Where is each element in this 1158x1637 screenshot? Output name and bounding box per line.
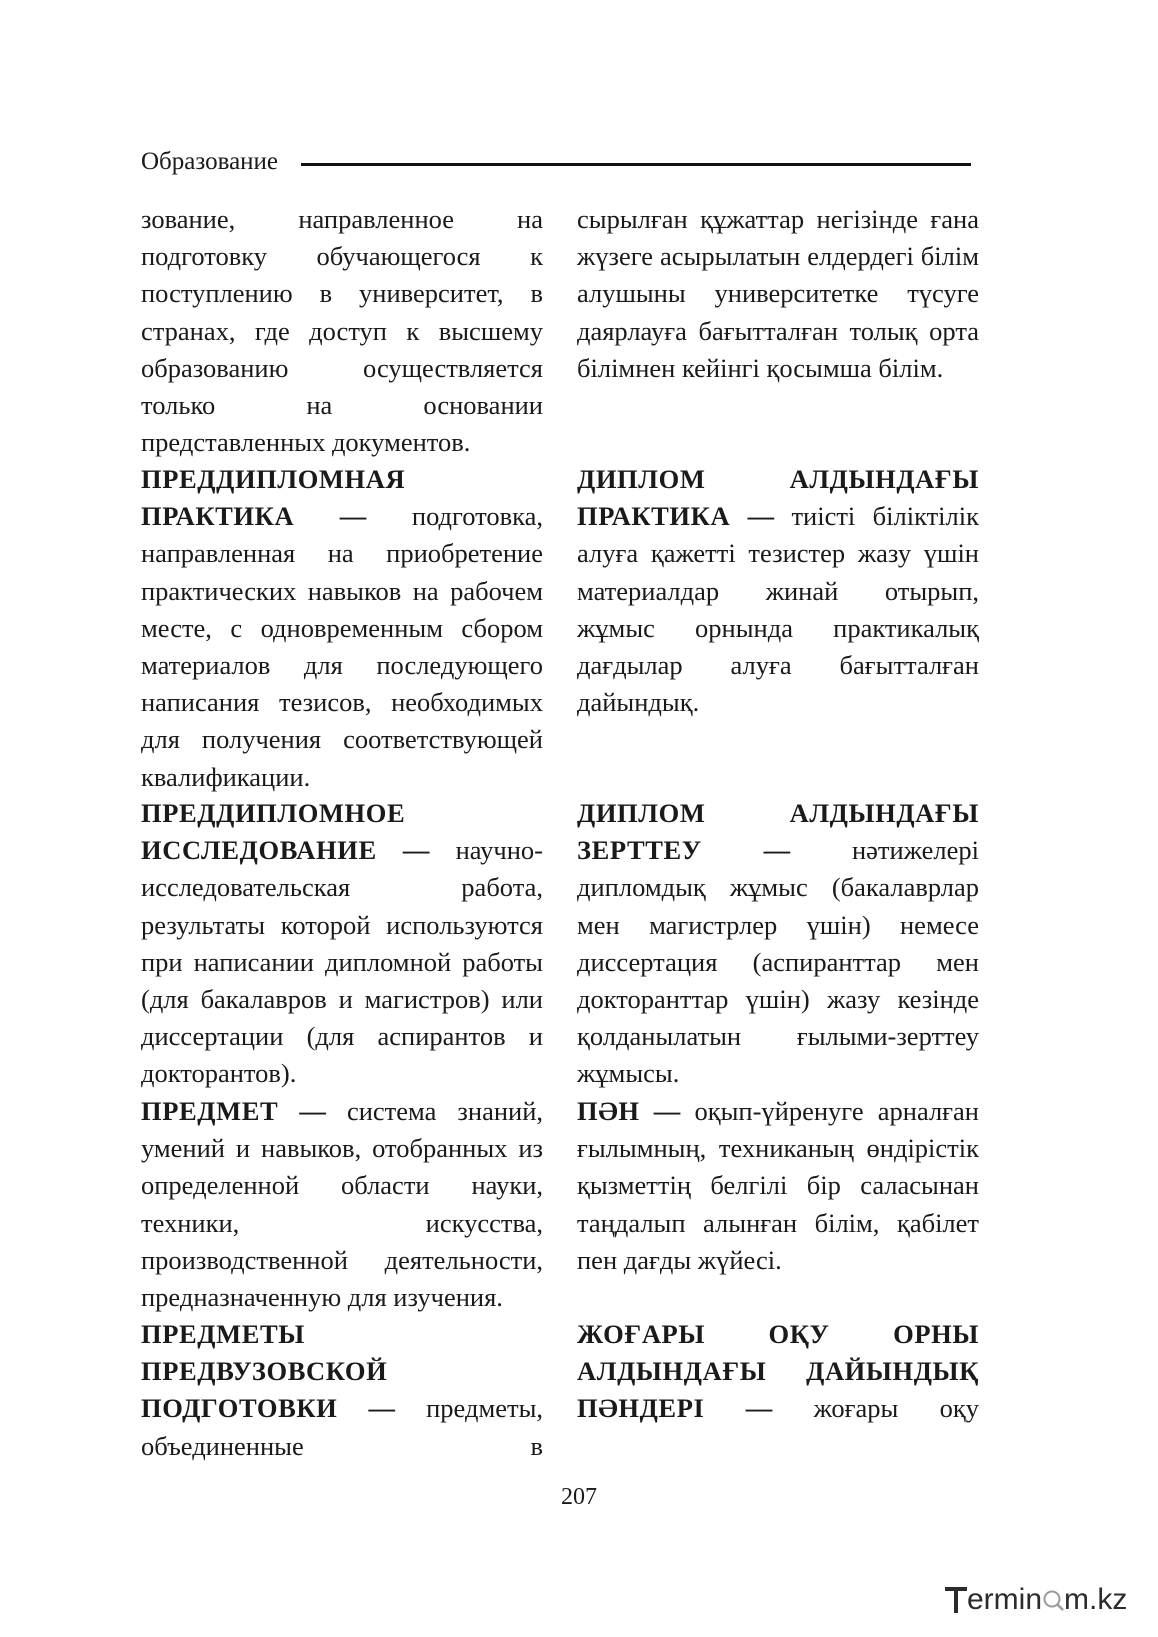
entry-diplom-aldyndagy-praktika: ДИПЛОМ АЛДЫНДАҒЫ ПРАКТИКА — тиісті біліктілік алуға қажетті тезистер жазу үшін материалдар жинай отырып, жұмыс орнында практикалық дағдылар алуға бағытталған дайындық. [577, 464, 980, 718]
search-icon [1042, 1582, 1064, 1604]
entry-term: ПРЕДДИПЛОМНАЯ ПРАКТИКА [141, 464, 406, 532]
entry-term: ПРЕДМЕТ [141, 1096, 279, 1126]
entry-zhogary-oku-orny: ЖОҒАРЫ ОҚУ ОРНЫ АЛДЫНДАҒЫ ДАЙЫНДЫҚ ПӘНДЕРІ — жоғары оқу [577, 1319, 980, 1424]
left-column-russian [141, 201, 543, 1465]
entry-term: ДИПЛОМ АЛДЫНДАҒЫ ПРАКТИКА [577, 464, 979, 532]
right-column-kazakh [577, 201, 979, 1428]
entry-term: ЖОҒАРЫ ОҚУ ОРНЫ АЛДЫНДАҒЫ ДАЙЫНДЫҚ ПӘНДЕРІ [577, 1319, 979, 1424]
termincom-watermark: ermin m.kz [945, 1580, 1127, 1620]
entry-definition: нәтижелері дипломдық жұмыс (бакалаврлар мен магистрлер үшін) немесе диссертация (аспиранттар мен докторанттар үшін) жазу кезінде қолданылатын ғылыми-зерттеу жұмысы. [577, 835, 980, 1089]
entry-preddiplomnoe-issledovanie: ПРЕДДИПЛОМНОЕ ИССЛЕДОВАНИЕ — научно-исследовательская работа, результаты которой используются при написании дипломной работы (для бакалавров и магистров) или диссертации (для аспирантов и докторантов). [141, 798, 543, 1089]
entry-preddiplomnaya-praktika: ПРЕДДИПЛОМНАЯ ПРАКТИКА — подготовка, направленная на приобретение практических навыков на рабочем месте, с одновременным сбором материалов для последующего написания тезисов, необходимых для получения соответствующей квалификации. [141, 464, 544, 792]
header-rule [301, 163, 971, 166]
entry-diplom-aldyndagy-zertteu: ДИПЛОМ АЛДЫНДАҒЫ ЗЕРТТЕУ — нәтижелері дипломдық жұмыс (бакалаврлар мен магистрлер үшін) немесе диссертация (аспиранттар мен докторанттар үшін) жазу кезінде қолданылатын ғылыми-зерттеу жұмысы. [577, 798, 980, 1089]
entry-term: ПРЕДМЕТЫ ПРЕДВУЗОВСКОЙ ПОДГОТОВКИ [141, 1319, 388, 1424]
entry-term: ПӘН [577, 1096, 640, 1126]
entry-definition: система знаний, умений и навыков, отобранных из определенной области науки, техники, искусства, производственной деятельности, предназначенную для изучения. [141, 1096, 543, 1313]
entry-definition: тиісті біліктілік алуға қажетті тезистер жазу үшін материалдар жинай отырып, жұмыс орнында практикалық дағдылар алуға бағытталған дайындық. [577, 501, 980, 718]
entry-definition: оқып-үйренуге арналған ғылымның, техниканың өндірістік қызметтің белгілі бір саласынан таңдалып алынған білім, қабілет пен дағды жүйесі. [577, 1096, 979, 1275]
entry-predmet: ПРЕДМЕТ — система знаний, умений и навыков, отобранных из определенной области науки, техники, искусства, производственной деятельности, предназначенную для изучения. [141, 1096, 543, 1313]
section-title: Образование [141, 148, 279, 175]
entry-definition: жоғары оқу [813, 1393, 980, 1424]
page-number: 207 [561, 1484, 597, 1510]
entry-definition: предметы, объединенные в [141, 1393, 543, 1461]
continuation-paragraph: зование, направленное на подготовку обучающегося к поступлению в университет, в странах, где доступ к высшему образованию осуществляется только на основании представленных документов. [141, 204, 543, 458]
entry-definition: научно-исследовательская работа, результаты которой используются при написании дипломной работы (для бакалавров и магистров) или диссертации (для аспирантов и докторантов). [141, 835, 543, 1089]
running-header [141, 144, 971, 180]
entry-term: ПРЕДДИПЛОМНОЕ ИССЛЕДОВАНИЕ [141, 798, 406, 866]
entry-definition: подготовка, направленная на приобретение практических навыков на рабочем месте, с одновременным сбором материалов для последующего написания тезисов, необходимых для получения соответствующей квалификации. [141, 501, 544, 792]
continuation-paragraph: сырылған құжаттар негізінде ғана жүзеге асырылатын елдердегі білім алушыны университетке түсуге даярлауға бағытталған толық орта білімнен кейінгі қосымша білім. [577, 204, 979, 383]
entry-pan: ПӘН — оқып-үйренуге арналған ғылымның, техниканың өндірістік қызметтің белгілі бір саласынан таңдалып алынған білім, қабілет пен дағды жүйесі. [577, 1096, 979, 1275]
entry-predmety-predvuzovskoy: ПРЕДМЕТЫ ПРЕДВУЗОВСКОЙ ПОДГОТОВКИ — предметы, объединенные в [141, 1319, 543, 1461]
entry-term: ДИПЛОМ АЛДЫНДАҒЫ ЗЕРТТЕУ [577, 798, 979, 866]
t-logo-icon [945, 1581, 967, 1615]
